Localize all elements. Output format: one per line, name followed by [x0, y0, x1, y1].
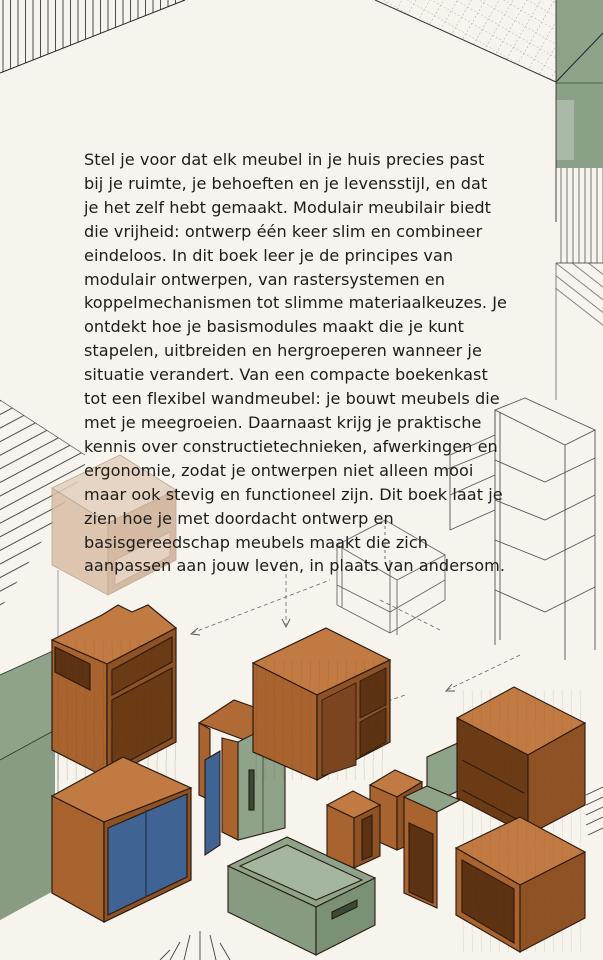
back-cover-blurb: [84, 148, 544, 578]
blurb-line: maar ook stevig en functioneel zijn. Dit boek laat je: [84, 484, 503, 504]
blurb-line: tot een flexibel wandmeubel: je bouwt meubels die: [84, 389, 500, 409]
blurb-line: eindeloos. In dit boek leer je de principes van: [84, 245, 454, 265]
blurb-line: aanpassen aan jouw leven, in plaats van andersom.: [84, 556, 506, 576]
blurb-line: situatie verandert. Van een compacte boekenkast: [84, 365, 488, 385]
hatch-lines-bottom-right: [586, 787, 603, 835]
blurb-line: kennis over constructietechnieken, afwerkingen en: [84, 436, 498, 456]
blurb-line: met je meegroeien. Daarnaast krijg je praktische: [84, 412, 482, 432]
blurb-line: je het zelf hebt gemaakt. Modulair meubilair biedt: [84, 197, 492, 217]
radiating-lines-bottom: [160, 931, 230, 960]
blurb-line: ergonomie, zodat je ontwerpen niet alleen mooi: [84, 460, 474, 480]
blurb-line: koppelmechanismen tot slimme materiaalkeuzes. Je: [84, 293, 508, 313]
blurb-line: basisgereedschap meubels maakt die zich: [84, 532, 428, 552]
blurb-line: die vrijheid: ontwerp één keer slim en combineer: [84, 221, 483, 241]
blurb-line: modulair ontwerpen, van rastersystemen en: [84, 269, 446, 289]
blurb-line: zien hoe je met doordacht ontwerp en: [84, 508, 394, 528]
blurb-line: stapelen, uitbreiden en hergroeperen wanneer je: [84, 341, 482, 361]
blurb-line: ontdekt hoe je basismodules maakt die je kunt: [84, 317, 465, 337]
wood-cube-large: [253, 628, 390, 780]
blurb-line: bij je ruimte, je behoeften en je levensstijl, en dat: [84, 173, 488, 193]
blue-door-cabinet: [52, 757, 191, 922]
blurb-line: Stel je voor dat elk meubel in je huis precies past: [84, 150, 485, 169]
wood-cabinet-open: [52, 605, 176, 778]
right-module-stack: [404, 687, 585, 952]
